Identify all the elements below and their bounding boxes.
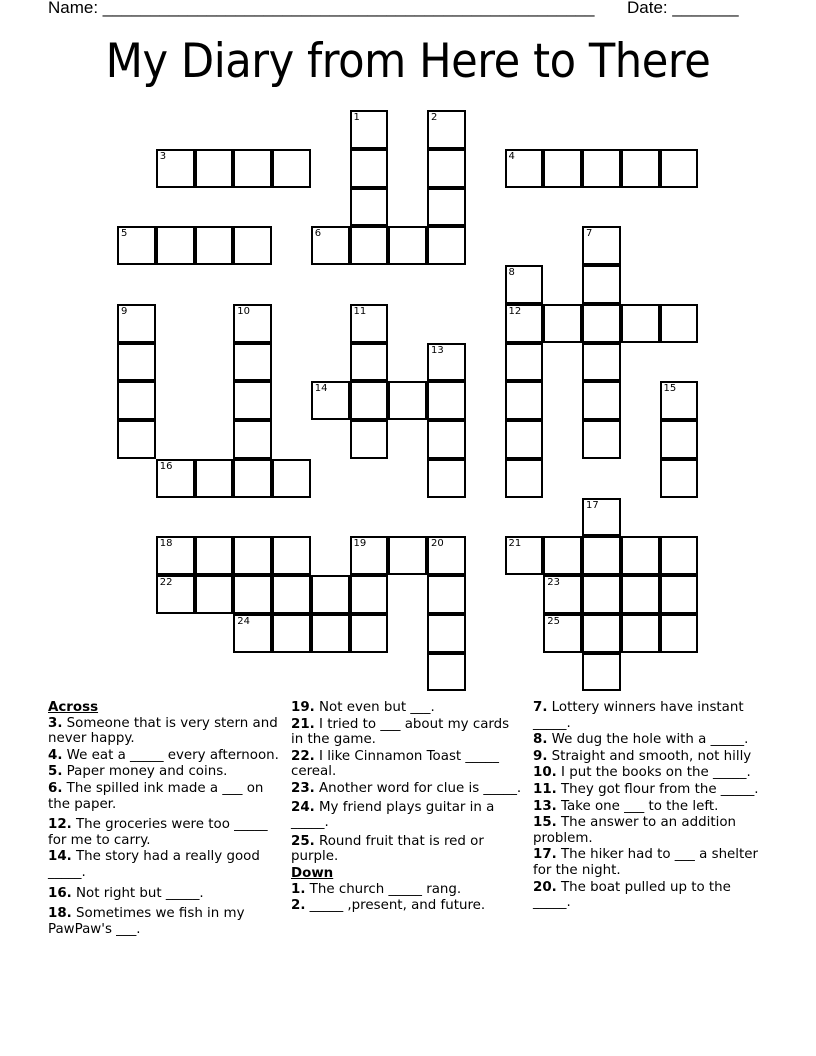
cell-number: 18 [159, 538, 173, 550]
grid-cell[interactable] [505, 381, 544, 420]
cell-number: 4 [508, 150, 515, 162]
grid-cell[interactable] [117, 343, 156, 382]
grid-cell[interactable] [427, 149, 466, 188]
grid-cell[interactable] [505, 304, 544, 343]
grid-cell[interactable] [350, 226, 389, 265]
clue-down-7: 7. Lottery winners have instant _____. [533, 700, 744, 731]
grid-cell[interactable] [427, 420, 466, 459]
across-heading: Across [48, 700, 99, 715]
clue-down-10: 10. I put the books on the _____. [533, 765, 751, 781]
clue-across-22: 22. I like Cinnamon Toast _____ cereal. [291, 748, 499, 780]
grid-cell[interactable] [582, 653, 621, 692]
cell-number: 3 [159, 150, 167, 162]
grid-cell[interactable] [660, 149, 699, 188]
grid-cell[interactable] [660, 420, 699, 459]
cell-number: 23 [547, 577, 560, 588]
grid-cell[interactable] [233, 536, 272, 575]
grid-cell[interactable] [350, 188, 389, 227]
cell-number: 25 [547, 615, 560, 627]
grid-cell[interactable] [233, 149, 272, 188]
grid-cell[interactable] [582, 420, 621, 459]
grid-cell[interactable] [660, 381, 699, 420]
grid-cell[interactable] [582, 343, 621, 382]
grid-cell[interactable] [427, 614, 466, 653]
clue-across-24: 24. My friend plays guitar in a _____. [291, 799, 495, 831]
clue-down-17: 17. The hiker had to ___ a shelter for the night. [533, 847, 759, 878]
cell-number: 1 [353, 112, 360, 123]
cell-number: 6 [314, 228, 322, 240]
grid-cell[interactable] [621, 304, 660, 343]
clue-down-15: 15. The answer to an addition problem. [533, 815, 737, 846]
grid-cell[interactable] [311, 575, 350, 614]
clue-across-18: 18. Sometimes we fish in my PawPaw's ___. [48, 906, 245, 937]
grid-cell[interactable] [427, 381, 466, 420]
clue-column-1 [48, 700, 280, 938]
grid-cell[interactable] [350, 343, 389, 382]
grid-cell[interactable] [233, 226, 272, 265]
name-field[interactable]: Name: ____________________________________________________ [48, 0, 595, 17]
grid-cell[interactable] [272, 536, 311, 575]
grid-cell[interactable] [156, 226, 195, 265]
grid-cell[interactable] [195, 459, 234, 498]
grid-cell[interactable] [660, 536, 699, 575]
grid-cell[interactable] [427, 653, 466, 692]
clue-across-6: 6. The spilled ink made a ___ on the paper. [48, 780, 264, 812]
grid-cell[interactable] [505, 459, 544, 498]
grid-cell[interactable] [543, 304, 582, 343]
grid-cell[interactable] [427, 536, 466, 575]
cell-number: 5 [121, 228, 128, 240]
grid-cell[interactable] [621, 149, 660, 188]
grid-cell[interactable] [350, 110, 389, 149]
clue-down-13: 13. Take one ___ to the left. [533, 798, 719, 814]
grid-cell[interactable] [272, 459, 311, 498]
cell-number: 22 [159, 577, 173, 588]
grid-cell[interactable] [660, 614, 699, 653]
clue-down-2: 2. _____ ,present, and future. [291, 898, 486, 914]
clue-column-2 [291, 700, 523, 915]
grid-cell[interactable] [272, 614, 311, 653]
clue-down-9: 9. Straight and smooth, not hilly [533, 748, 752, 764]
grid-cell[interactable] [505, 149, 544, 188]
grid-cell[interactable] [350, 536, 389, 575]
grid-cell[interactable] [621, 575, 660, 614]
cell-number: 2 [431, 112, 438, 123]
grid-cell[interactable] [388, 536, 427, 575]
grid-cell[interactable] [350, 614, 389, 653]
clue-across-23: 23. Another word for clue is _____. [291, 780, 522, 796]
grid-cell[interactable] [233, 575, 272, 614]
grid-cell[interactable] [233, 420, 272, 459]
grid-cell[interactable] [350, 575, 389, 614]
grid-cell[interactable] [582, 304, 621, 343]
grid-cell[interactable] [582, 265, 621, 304]
clue-across-16: 16. Not right but _____. [48, 885, 204, 901]
grid-cell[interactable] [350, 420, 389, 459]
grid-cell[interactable] [427, 575, 466, 614]
cell-number: 7 [586, 228, 593, 240]
grid-cell[interactable] [582, 575, 621, 614]
grid-cell[interactable] [233, 459, 272, 498]
grid-cell[interactable] [582, 381, 621, 420]
grid-cell[interactable] [427, 343, 466, 382]
clue-down-8: 8. We dug the hole with a _____. [533, 732, 749, 748]
grid-cell[interactable] [233, 343, 272, 382]
grid-cell[interactable] [543, 149, 582, 188]
grid-cell[interactable] [582, 149, 621, 188]
grid-cell[interactable] [660, 575, 699, 614]
grid-cell[interactable] [117, 304, 156, 343]
grid-cell[interactable] [117, 381, 156, 420]
clue-across-21: 21. I tried to ___ about my cards in the game. [291, 716, 510, 748]
grid-cell[interactable] [427, 188, 466, 227]
grid-cell[interactable] [311, 226, 350, 265]
clue-across-14: 14. The story had a really good _____. [48, 849, 260, 880]
grid-cell[interactable] [117, 420, 156, 459]
clue-across-19: 19. Not even but ___. [291, 700, 435, 715]
grid-cell[interactable] [350, 149, 389, 188]
down-heading: Down [291, 865, 334, 881]
grid-cell[interactable] [117, 226, 156, 265]
grid-cell[interactable] [505, 265, 544, 304]
clue-across-25: 25. Round fruit that is red or purple. [291, 833, 484, 865]
cell-number: 19 [353, 538, 367, 550]
cell-number: 11 [353, 305, 367, 317]
grid-cell[interactable] [233, 304, 272, 343]
cell-number: 21 [508, 538, 522, 550]
page-title: My Diary from Here to There [105, 34, 711, 89]
clue-down-1: 1. The church _____ rang. [291, 881, 462, 897]
grid-cell[interactable] [350, 304, 389, 343]
cell-number: 24 [237, 615, 250, 627]
grid-cell[interactable] [427, 459, 466, 498]
clue-across-4: 4. We eat a _____ every afternoon. [48, 747, 279, 763]
cell-number: 20 [431, 538, 444, 550]
grid-cell[interactable] [621, 614, 660, 653]
cell-number: 10 [237, 305, 250, 317]
grid-cell[interactable] [505, 343, 544, 382]
cell-number: 13 [431, 344, 444, 356]
grid-cell[interactable] [156, 575, 195, 614]
cell-number: 17 [586, 499, 599, 511]
grid-cell[interactable] [582, 536, 621, 575]
grid-cell[interactable] [272, 149, 311, 188]
grid-cell[interactable] [233, 381, 272, 420]
clue-column-3 [533, 700, 765, 912]
clue-down-11: 11. They got flour from the _____. [533, 781, 759, 797]
grid-cell[interactable] [543, 536, 582, 575]
grid-cell[interactable] [388, 226, 427, 265]
grid-cell[interactable] [233, 614, 272, 653]
clue-across-5: 5. Paper money and coins. [48, 764, 228, 780]
cell-number: 16 [159, 460, 173, 472]
cell-number: 15 [663, 383, 677, 395]
clue-down-20: 20. The boat pulled up to the _____. [533, 879, 731, 911]
grid-cell[interactable] [195, 149, 234, 188]
grid-cell[interactable] [582, 226, 621, 265]
grid-cell[interactable] [272, 575, 311, 614]
grid-cell[interactable] [505, 536, 544, 575]
grid-cell[interactable] [660, 304, 699, 343]
clue-across-3: 3. Someone that is very stern and never happy. [48, 715, 278, 747]
cell-number: 8 [508, 267, 515, 278]
grid-cell[interactable] [156, 149, 195, 188]
grid-cell[interactable] [427, 226, 466, 265]
grid-cell[interactable] [505, 420, 544, 459]
grid-cell[interactable] [543, 575, 582, 614]
cell-number: 14 [314, 383, 328, 395]
cell-number: 12 [508, 305, 522, 317]
cell-number: 9 [121, 305, 128, 317]
grid-cell[interactable] [156, 459, 195, 498]
grid-cell[interactable] [582, 498, 621, 537]
grid-cell[interactable] [350, 381, 389, 420]
grid-cell[interactable] [311, 614, 350, 653]
grid-cell[interactable] [195, 575, 234, 614]
grid-cell[interactable] [543, 614, 582, 653]
grid-cell[interactable] [311, 381, 350, 420]
date-field[interactable]: Date: _______ [627, 0, 739, 17]
grid-cell[interactable] [388, 381, 427, 420]
grid-cell[interactable] [660, 459, 699, 498]
grid-cell[interactable] [621, 536, 660, 575]
grid-cell[interactable] [427, 110, 466, 149]
clue-across-12: 12. The groceries were too _____ for me to carry. [48, 817, 268, 848]
grid-cell[interactable] [156, 536, 195, 575]
grid-cell[interactable] [582, 614, 621, 653]
grid-cell[interactable] [195, 226, 234, 265]
grid-cell[interactable] [195, 536, 234, 575]
